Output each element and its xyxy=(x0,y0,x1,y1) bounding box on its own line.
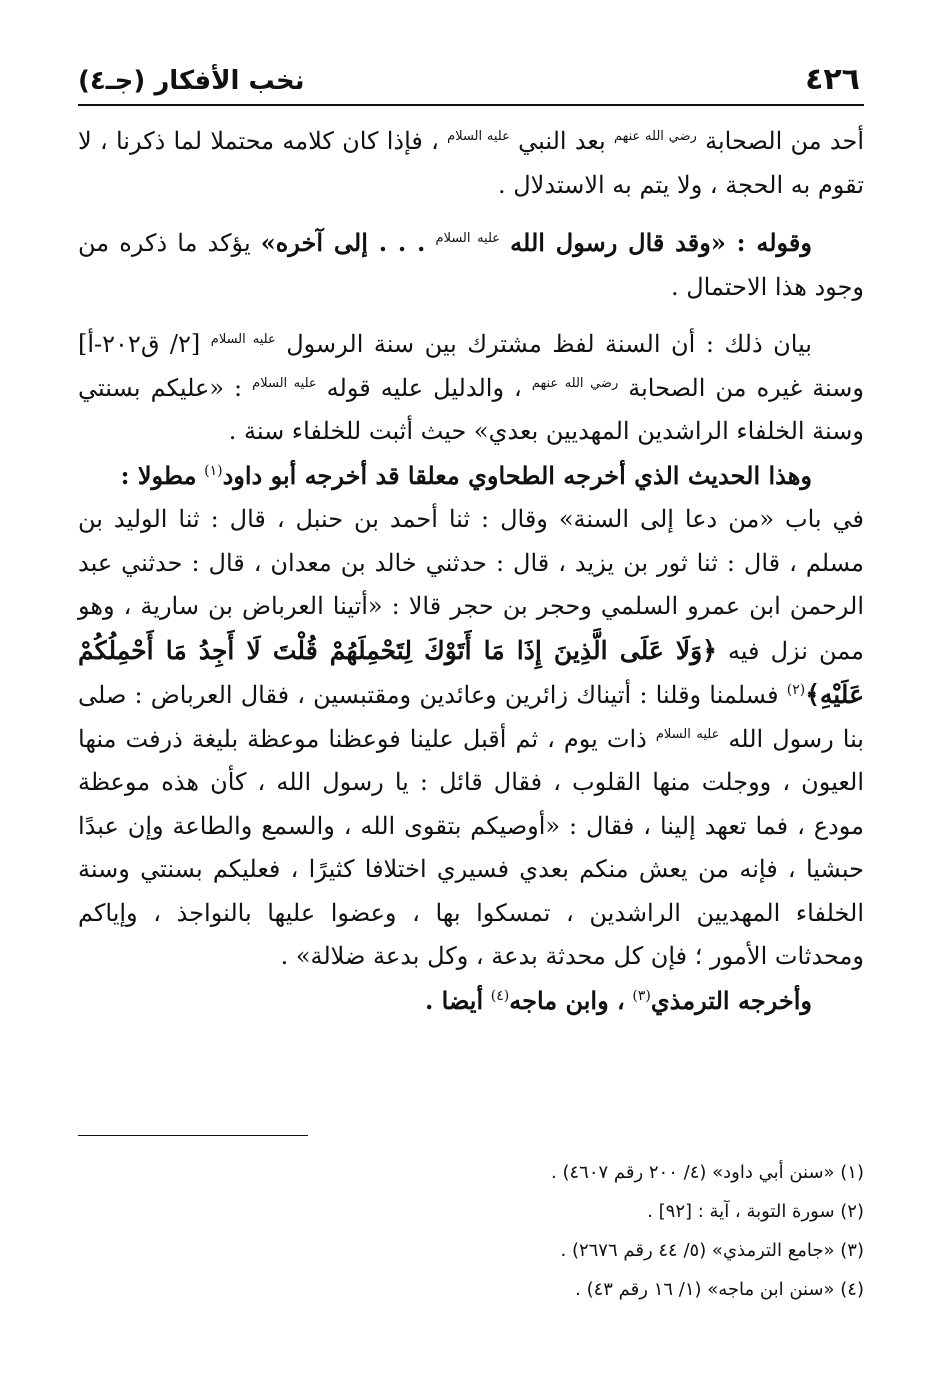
paragraph-6: وأخرجه الترمذي$^{(٣)}$ ، وابن ماجه$^{(٤)}$ أيضا . xyxy=(424,985,812,1015)
footnote-divider xyxy=(78,1135,308,1136)
honorific-mark: عليه السلام xyxy=(210,332,276,347)
footnote-1: (١) «سنن أبي داود» (٤/ ٢٠٠ رقم ٤٦٠٧) . xyxy=(551,1162,864,1183)
running-header xyxy=(78,60,864,106)
page-number: ٤٢٦ xyxy=(805,62,860,97)
book-page xyxy=(78,60,864,1360)
paragraph-2: وقوله : «وقد قال رسول الله $^{عليه السلام}$ . . . إلى آخره» يؤكد ما ذكره من وجود هذا الاحتمال . xyxy=(78,228,864,301)
paragraph-3: بيان ذلك : أن السنة لفظ مشترك بين سنة الرسول $^{عليه السلام}$ [٢/ ق٢٠٢-أ] وسنة غيره من الصحابة $^{رضي الله عنهم}$ ، والدليل عليه قوله $^{عليه السلام}$ : «عليكم بسنتي وسنة الخلفاء الراشدين المهديين بعدي» حيث أثبت للخلفاء سنة . xyxy=(78,330,865,445)
honorific-mark: عليه السلام xyxy=(447,129,510,144)
main-text xyxy=(78,120,864,1023)
paragraph-4: وهذا الحديث الذي أخرجه الطحاوي معلقا قد أخرجه أبو داود$^{(١)}$ مطولا : xyxy=(120,460,812,490)
paragraph-5: في باب «من دعا إلى السنة» وقال : ثنا أحمد بن حنبل ، قال : ثنا الوليد بن مسلم ، قال : ثنا ثور بن يزيد ، قال : حدثني خالد بن معدان ، قال : حدثني عبد الرحمن ابن عمرو السلمي وحجر بن حجر قالا : «أتينا العرباض بن سارية ، وهو ممن نزل فيه ﴿وَلَا عَلَى الَّذِينَ إِذَا مَا أَتَوْكَ لِتَحْمِلَهُمْ قُلْتَ لَا أَجِدُ مَا أَحْمِلُكُمْ عَلَيْهِ﴾$^{(٢)}$ فسلمنا وقلنا : أتيناك زائرين وعائدين ومقتبسين ، فقال العرباض : صلى بنا رسول الله $^{عليه السلام}$ ذات يوم ، ثم أقبل علينا فوعظنا موعظة بليغة ذرفت منها العيون ، ووجلت منها القلوب ، فقال قائل : يا رسول الله ، كأن هذه موعظة مودع ، فما تعهد إلينا ، فقال : «أوصيكم بتقوى الله ، والسمع والطاعة وإن عبدًا حبشيا ، فإنه من يعش منكم بعدي فسيري اختلافا كثيرًا ، فعليكم بسنتي وسنة الخلفاء المهديين الراشدين ، تمسكوا بها ، وعضوا عليها بالنواجذ ، وإياكم ومحدثات الأمور ؛ فإن كل محدثة بدعة ، وكل بدعة ضلالة» . xyxy=(78,505,864,970)
paragraph-1: أحد من الصحابة $^{رضي الله عنهم}$ بعد النبي $^{عليه السلام}$ ، فإذا كان كلامه محتملا لما ذكرنا ، لا تقوم به الحجة ، ولا يتم به الاستدلال . xyxy=(78,127,864,199)
book-title: نخب الأفكار (جـ٤) xyxy=(78,66,305,96)
honorific-mark: عليه السلام xyxy=(252,375,317,391)
footnote-4: (٤) «سنن ابن ماجه» (١/ ١٦ رقم ٤٣) . xyxy=(575,1279,864,1300)
quran-verse: ﴿وَلَا عَلَى الَّذِينَ إِذَا مَا أَتَوْكَ لِتَحْمِلَهُمْ قُلْتَ لَا أَجِدُ مَا أَحْمِلُكُمْ عَلَيْهِ﴾ xyxy=(78,635,864,709)
footnote-ref: (٢) xyxy=(786,682,806,698)
manuscript-ref: [٢/ ق٢٠٢-أ] xyxy=(78,330,201,358)
footnote-ref: (١) xyxy=(204,462,223,479)
honorific-mark: رضي الله عنهم xyxy=(531,375,619,391)
honorific-mark: عليه السلام xyxy=(435,231,501,246)
honorific-mark: رضي الله عنهم xyxy=(613,129,697,144)
footnote-ref: (٣) xyxy=(632,987,651,1004)
footnote-2: (٢) سورة التوبة ، آية : [٩٢] . xyxy=(647,1201,864,1222)
footnote-ref: (٤) xyxy=(490,987,510,1004)
footnote-3: (٣) «جامع الترمذي» (٥/ ٤٤ رقم ٢٦٧٦) . xyxy=(560,1240,864,1261)
footnotes xyxy=(78,1153,864,1309)
honorific-mark: عليه السلام xyxy=(655,726,720,742)
